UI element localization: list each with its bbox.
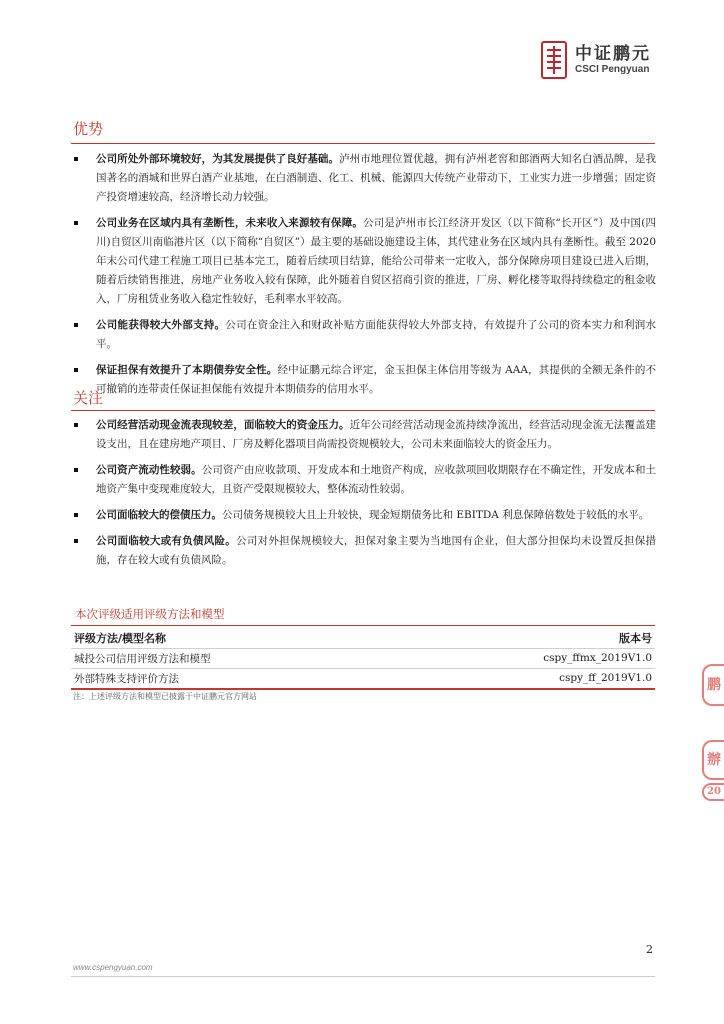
concern-text: 公司资产由应收款项、开发成本和土地资产构成，应收款项回收期限存在不确定性，开发成本和土地资产集中变现难度较大，且资产受限规模较大，整体流动性较弱。 [96, 464, 657, 495]
strength-item [73, 150, 656, 207]
strength-lead: 公司所处外部环境较好，为其发展提供了良好基础。 [96, 153, 340, 165]
concern-text: 近年公司经营活动现金流持续净流出，经营活动现金流无法覆盖建设支出，且在建房地产项目、厂房及孵化器项目尚需投资规模较大，公司未来面临较大的资金压力。 [96, 419, 657, 450]
table-footnote: 注：上述评级方法和模型已披露于中证鹏元官方网站 [73, 692, 257, 701]
seal-stamp-fragment: 辦 [702, 740, 724, 780]
concern-lead: 公司面临较大或有负债风险。 [96, 535, 237, 547]
strength-item [73, 361, 656, 399]
concern-item [73, 416, 656, 454]
concern-lead: 公司资产流动性较弱。 [96, 464, 202, 476]
concern-item [73, 532, 656, 570]
strength-lead: 公司业务在区域内具有垄断性，未来收入来源较有保障。 [96, 217, 364, 229]
strength-text: 经中证鹏元综合评定，金玉担保主体信用等级为 AAA，其提供的全额无条件的不可撤销的连带责任保证担保能有效提升本期债券的信用水平。 [96, 364, 656, 395]
column-header-method: 评级方法/模型名称 [74, 631, 167, 645]
table-header-row [71, 628, 655, 648]
concerns-heading: 关注 [73, 389, 104, 407]
concern-item [73, 506, 656, 525]
table-top-rule [71, 625, 655, 626]
table-row [71, 668, 655, 688]
strength-lead: 公司能获得较大外部支持。 [96, 319, 226, 331]
strengths-divider [71, 143, 655, 144]
column-header-version: 版本号 [619, 631, 652, 645]
methods-table [71, 628, 655, 688]
concern-text: 公司对外担保规模较大，担保对象主要为当地国有企业，但大部分担保均未设置反担保措施，存在较大或有负债风险。 [96, 535, 657, 566]
logo-chinese-name: 中证鹏元 [575, 44, 651, 64]
footer-website-link[interactable]: www.cspengyuan.com [73, 963, 153, 972]
strength-item [73, 316, 656, 354]
concern-lead: 公司经营活动现金流表现较差，面临较大的资金压力。 [96, 419, 350, 431]
method-name-cell: 外部特殊支持评价方法 [71, 668, 395, 688]
seal-stamp-fragment: 鹏 [702, 664, 724, 706]
strength-item [73, 214, 656, 309]
method-name-cell: 城投公司信用评级方法和模型 [71, 648, 395, 668]
seal-stamp-fragment: 20 [702, 783, 724, 801]
strength-text: 公司是泸州市长江经济开发区（以下简称“长开区”）及中国(四川)自贸区川南临港片区（以下简称“自贸区”）最主要的基础设施建设主体，其代建业务在区域内具有垄断性。截至 2020 年末公司代建工程施工项目已基本完工，随着后续项目结算，能给公司带来一定收入，部分保障房项目建设已进入后期，随着后续销售推进，房地产业务收入较有保障，此外随着自贸区招商引资的推进，厂房、孵化楼等取得持续稳定的租金收入，厂房租赁业务收入稳定性较好，毛利率水平较高。 [96, 217, 656, 305]
logo-english-name: CSCI Pengyuan [575, 64, 650, 75]
strength-lead: 保证担保有效提升了本期债券安全性。 [96, 364, 278, 376]
table-bottom-rule [71, 688, 655, 690]
concern-lead: 公司面临较大的偿债压力。 [96, 509, 222, 521]
table-row [71, 648, 655, 668]
concern-item [73, 461, 656, 499]
strength-text: 公司在资金注入和财政补贴方面能获得较大外部支持，有效提升了公司的资本实力和利润水平。 [96, 319, 657, 350]
strength-text: 泸州市地理位置优越，拥有泸州老窖和郎酒两大知名白酒品牌，是我国著名的酒城和世界白酒产业基地，在白酒制造、化工、机械、能源四大传统产业带动下，工业实力进一步增强；固定资产投资增速较高，经济增长动力较强。 [96, 153, 657, 203]
page-number: 2 [646, 943, 653, 956]
concerns-divider [71, 410, 655, 411]
strengths-heading: 优势 [73, 120, 104, 138]
strengths-list [73, 150, 656, 406]
methods-table-title: 本次评级适用评级方法和模型 [75, 607, 225, 621]
footer-divider [71, 976, 655, 977]
method-version-cell: cspy_ff_2019V1.0 [395, 668, 655, 688]
method-version-cell: cspy_ffmx_2019V1.0 [395, 648, 655, 668]
concern-text: 公司债务规模较大且上升较快，现金短期债务比和 EBITDA 利息保障倍数处于较低的水平。 [222, 509, 650, 521]
concerns-list [73, 416, 656, 577]
logo-seal-icon [541, 41, 567, 79]
company-logo [541, 40, 651, 80]
